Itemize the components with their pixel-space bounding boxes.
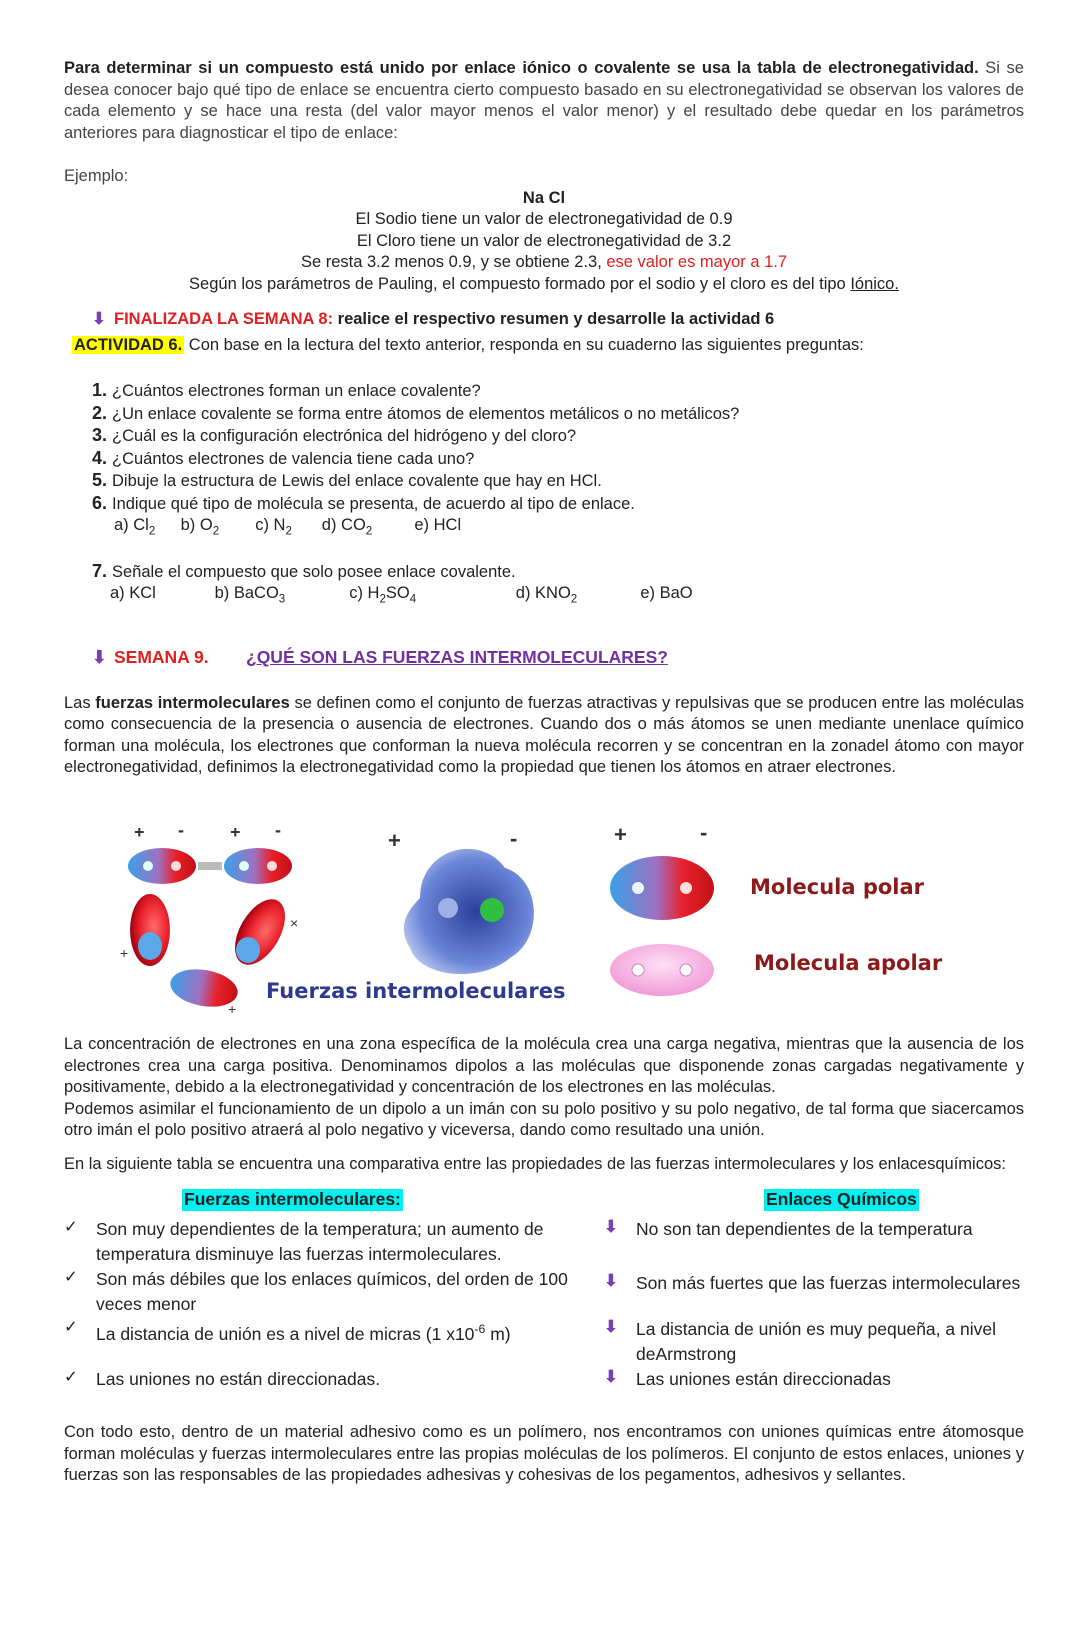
q6-option-a: a) $Cl_2$ (114, 516, 156, 538)
check-icon: ✓ (64, 1318, 78, 1336)
dipole-molecule (128, 848, 196, 884)
example-line-1: El Sodio tiene un valor de electronegatividad de 0.9 (355, 210, 733, 228)
question-number: 5. (92, 470, 108, 490)
right-cell: Las uniones están direccionadas (636, 1369, 891, 1389)
atom (680, 964, 692, 976)
dipole-molecule (225, 891, 299, 973)
dipole-end (236, 937, 260, 963)
left-cell: Las uniones no están direccionadas. (96, 1369, 381, 1389)
check-icon: ✓ (64, 1218, 78, 1236)
question-item (92, 403, 1024, 426)
left-cell: Son más débiles que los enlaces químicos, del orden de 100 veces menor (96, 1269, 568, 1314)
atom (171, 861, 181, 871)
right-cell: La distancia de unión es muy pequeña, a nivel deArmstrong (636, 1319, 996, 1364)
minus-sign: - (178, 828, 184, 840)
q7-option-d: d) $KNO_2$ (515, 584, 578, 606)
q6-option-d: d) $CO_2$ (321, 516, 373, 538)
label-forces: Fuerzas intermoleculares (266, 979, 566, 1003)
question-text: ¿Cuál es la configuración electrónica del hidrógeno y del cloro? (112, 427, 577, 445)
plus-sign: + (388, 828, 401, 853)
questions-list (64, 380, 1024, 611)
right-column-title: Enlaces Químicos (766, 1189, 917, 1209)
down-arrow-icon: ⬇ (604, 1218, 618, 1236)
paragraph-table-intro: En la siguiente tabla se encuentra una comparativa entre las propiedades de las fuerzas intermoleculares y los enlacesquímicos: (64, 1154, 1006, 1173)
question-number: 6. (92, 492, 108, 513)
label-apolar: Molecula apolar (754, 951, 943, 975)
week8-title-rest: realice el respectivo resumen y desarrolle la actividad 6 (333, 310, 775, 328)
example-line-3 (64, 252, 1024, 274)
question-number: 4. (92, 447, 108, 468)
paragraph-intermolecular (64, 693, 1024, 779)
right-cell: No son tan dependientes de la temperatura (636, 1219, 973, 1239)
question-item (92, 380, 1024, 403)
q6-option-b: b) $O_2$ (180, 516, 220, 538)
cross-mark: × (290, 915, 299, 931)
paragraph-magnet: Podemos asimilar el funcionamiento de un dipolo a un imán con su polo positivo y su polo negativo, de tal forma que siacercamos otro imán el polo positivo atraerá al polo negativo y viceversa, dando como resultado una unión. (64, 1099, 1024, 1139)
atom (267, 861, 277, 871)
question-text: ¿Cuántos electrones de valencia tiene cada uno? (112, 449, 475, 468)
question-number: 7. (92, 560, 108, 581)
down-arrow-icon: ⬇ (604, 1368, 618, 1386)
intro-text: Si se desea conocer bajo qué tipo de enlace se encuentra cierto compuesto basado en su electronegatividad se observan los valores de cada elemento y se hace una resta (del valor mayor menos el valor menor) y el resultado debe quedar en los parámetros anteriores para diagnosticar el tipo de enlace: (64, 59, 1024, 142)
comparison-row (64, 1317, 1024, 1367)
plus-sign: + (120, 945, 129, 961)
activity-label: ACTIVIDAD 6. (74, 335, 183, 354)
comparison-row (64, 1267, 1024, 1317)
q6-option-c: c) $N_2$ (255, 516, 292, 538)
atom-cl (480, 898, 504, 922)
comparison-row (64, 1367, 1024, 1392)
comparison-header (64, 1189, 1024, 1213)
paragraph-conclusion: Con todo esto, dentro de un material adhesivo como es un polímero, nos encontramos con uniones químicas entre átomosque forman moléculas y fuerzas intermoleculares entre las propias moléculas de los polímeros. El conjunto de estos enlaces, uniones y fuerzas son las responsables de las propiedades adhesivas y cohesivas de los pegamentos, adhesivos y sellantes. (64, 1423, 1024, 1484)
question-text: Indique qué tipo de molécula se presenta, de acuerdo al tipo de enlace. (112, 494, 635, 513)
example-line-4 (64, 274, 1024, 296)
plus-sign: + (614, 828, 627, 847)
question-text: ¿Cuántos electrones forman un enlace covalente? (112, 382, 481, 400)
question-item (92, 448, 1024, 471)
intro-paragraph (64, 58, 1024, 144)
left-cell: La distancia de unión es a nivel de micras (1 $x10^{-6}$ m) (96, 1322, 511, 1344)
molecules-figure (120, 828, 980, 1018)
atom (632, 882, 644, 894)
minus-sign: - (275, 828, 281, 840)
atom-h (438, 898, 458, 918)
dipole-end (138, 932, 162, 960)
q7-option-a: a) KCl (110, 584, 156, 603)
week9-heading (64, 647, 1024, 669)
check-icon: ✓ (64, 1368, 78, 1386)
para1-rest: se definen como el conjunto de fuerzas atractivas y repulsivas que se producen entre las moléculas como consecuencia de la presencia o ausencia de electrones. Cuando dos o más átomos se unen mediante unenlace químico forman una molécula, los electrones que conforman la nueva molécula recorren y se concentran en la zonadel átomo con mayor electronegatividad, definimos la electronegatividad como la propiedad que tienen los átomos en atraer electrones. (64, 693, 1025, 777)
activity-text: Con base en la lectura del texto anterior, responda en su cuaderno las siguientes preguntas: (184, 335, 864, 354)
example-compound: Na Cl (522, 188, 566, 207)
para1-bold: fuerzas intermoleculares (95, 693, 290, 712)
question-number: 2. (92, 402, 108, 423)
question-text: Dibuje la estructura de Lewis del enlace covalente que hay en HCl. (112, 472, 602, 490)
activity-line (64, 335, 1024, 357)
example-line-4-text: Según los parámetros de Pauling, el compuesto formado por el sodio y el cloro es del tipo (189, 274, 851, 293)
comparison-row (64, 1217, 1024, 1267)
week8-heading (64, 309, 1024, 331)
plus-sign: + (228, 1001, 237, 1017)
atom (143, 861, 153, 871)
paragraph-dipoles: La concentración de electrones en una zona específica de la molécula crea una carga negativa, mientras que la ausencia de los electrones crea una carga positiva. Denominamos dipolos a las moléculas que disponende zonas cargadas negativamente y positivamente, debido a la electronegatividad y concentración de los electrones en las moléculas. (64, 1035, 1024, 1096)
example-highlight: ese valor es mayor a 1.7 (606, 253, 788, 271)
question-text: ¿Un enlace covalente se forma entre átomos de elementos metálicos o no metálicos? (112, 404, 740, 423)
left-cell: Son muy dependientes de la temperatura; un aumento de temperatura disminuye las fuerzas intermoleculares. (96, 1219, 544, 1264)
minus-sign: - (700, 828, 708, 845)
electron-cloud (404, 849, 534, 974)
question-text: Señale el compuesto que solo posee enlace covalente. (112, 562, 516, 581)
q7-options (92, 583, 1024, 611)
plus-sign: + (230, 828, 241, 842)
example-line-3-text: Se resta 3.2 menos 0.9, y se obtiene 2.3, (300, 253, 607, 271)
down-arrow-icon: ⬇ (604, 1318, 618, 1336)
q7-option-e: e) BaO (640, 584, 693, 603)
q7-option-b: b) BaCO$_3$ (214, 584, 286, 606)
example-block (64, 188, 1024, 296)
down-arrow-icon: ⬇ (604, 1272, 618, 1290)
example-line-2: El Cloro tiene un valor de electronegatividad de 3.2 (356, 231, 732, 250)
question-number: 3. (92, 425, 108, 445)
question-number: 1. (92, 380, 108, 400)
right-cell: Son más fuertes que las fuerzas intermoleculares (636, 1273, 1021, 1293)
minus-sign: - (510, 828, 518, 851)
week9-title: ¿QUÉ SON LAS FUERZAS INTERMOLECULARES? (246, 647, 668, 668)
electron-cloud-group (388, 828, 534, 974)
plus-sign: + (134, 828, 145, 842)
atom (680, 882, 692, 894)
question-item (92, 425, 1024, 448)
question-item (92, 470, 1024, 493)
q7-option-c: c) $H_2SO_4$ (349, 584, 417, 606)
down-arrow-icon: ⬇ (92, 647, 107, 668)
atom (632, 964, 644, 976)
question-item (92, 561, 1024, 584)
q6-options (92, 515, 1024, 543)
intro-bold-line: Para determinar si un compuesto está unido por enlace iónico o covalente se usa la tabla de electronegatividad. (64, 59, 979, 77)
polar-molecule (610, 856, 714, 920)
document-page-lower (64, 1034, 1024, 1487)
question-item (92, 493, 1024, 516)
left-column-title: Fuerzas intermoleculares: (184, 1189, 401, 1209)
apolar-molecule (610, 944, 714, 996)
polarity-group (610, 828, 943, 996)
week8-title-red: FINALIZADA LA SEMANA 8: (114, 310, 334, 328)
example-ionic: Iónico. (850, 274, 899, 293)
q6-option-e: e) HCl (414, 516, 462, 534)
label-polar: Molecula polar (750, 875, 925, 899)
para1-start: Las (64, 693, 96, 712)
interaction-line (198, 862, 222, 870)
atom (239, 861, 249, 871)
dipole-molecule (224, 848, 292, 884)
example-label: Ejemplo: (64, 167, 129, 185)
document-page (64, 58, 1024, 779)
week9-label: SEMANA 9. (114, 647, 209, 668)
down-arrow-icon: ⬇ (92, 310, 106, 328)
check-icon: ✓ (64, 1268, 78, 1286)
comparison-table (64, 1217, 1024, 1392)
